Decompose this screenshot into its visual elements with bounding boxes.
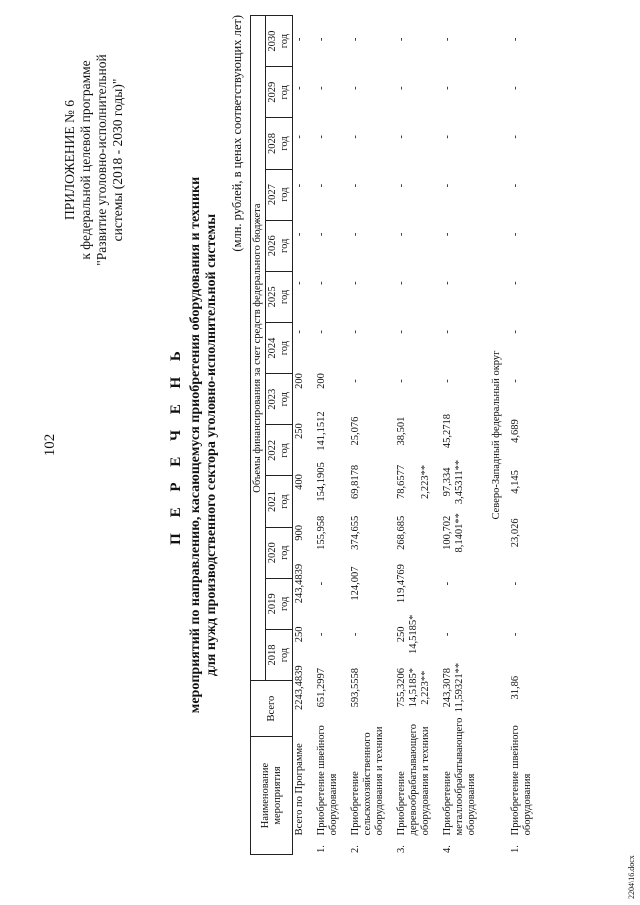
year-value: 250 xyxy=(294,423,305,439)
year-value: - xyxy=(396,379,407,383)
year-value: 69,8178 xyxy=(350,464,361,500)
year-value: - xyxy=(510,183,521,188)
row-name: Приобретение металлообрабатывающего оборудования xyxy=(442,717,477,836)
funding-table xyxy=(250,15,543,855)
year-unit: год xyxy=(279,136,290,151)
year-value: - xyxy=(396,281,407,285)
year-value: 374,655 xyxy=(350,515,361,550)
year-number: 2023 xyxy=(267,388,278,410)
page-number: 102 xyxy=(42,433,58,457)
year-value: - xyxy=(442,135,453,139)
year-value: 78,6577 2,223** xyxy=(396,464,431,500)
year-value: - xyxy=(350,632,361,637)
table-row xyxy=(395,15,433,855)
year-value: - xyxy=(442,232,453,237)
year-value: 97,334 3,45311** xyxy=(442,459,465,505)
year-value: 23,026 xyxy=(510,518,521,548)
units-note: (млн. рублей, в ценах соответствующих лет) xyxy=(230,15,244,252)
year-number: 2021 xyxy=(267,491,278,513)
appendix-block xyxy=(62,35,126,285)
year-value: 124,007 xyxy=(350,566,361,601)
year-value: 4,689 xyxy=(510,419,521,443)
year-unit: год xyxy=(279,494,290,509)
table-row xyxy=(315,15,341,855)
year-value: - xyxy=(316,232,327,237)
header-year xyxy=(266,578,293,629)
year-value: - xyxy=(510,232,521,237)
row-total: 2243,4839 xyxy=(294,665,305,710)
year-value: - xyxy=(510,632,521,637)
year-unit: год xyxy=(279,596,290,612)
year-unit: год xyxy=(279,340,290,356)
header-year xyxy=(266,118,293,169)
year-value: 268,685 xyxy=(396,515,407,550)
header-year xyxy=(266,271,293,322)
header-year xyxy=(266,67,293,118)
table-row xyxy=(293,15,307,855)
year-value: 45,2718 xyxy=(442,414,453,449)
header-total: Всего xyxy=(251,681,293,737)
year-value: - xyxy=(350,281,361,285)
header-year xyxy=(266,16,293,67)
year-value: - xyxy=(396,135,407,139)
year-value: - xyxy=(350,86,361,90)
year-value: - xyxy=(316,37,327,42)
year-value: - xyxy=(350,379,361,383)
year-number: 2027 xyxy=(267,184,278,206)
year-number: 2018 xyxy=(267,644,278,666)
row-name: Всего по Программе xyxy=(294,743,305,836)
year-value: - xyxy=(442,183,453,188)
row-spacer xyxy=(479,15,487,855)
row-name: Приобретение швейного оборудования xyxy=(316,725,339,836)
row-total: 593,5558 xyxy=(350,667,361,708)
year-value: - xyxy=(510,330,521,334)
row-number: 1. xyxy=(510,845,521,853)
year-value: - xyxy=(510,37,521,42)
year-value: - xyxy=(396,330,407,334)
header-year xyxy=(266,476,293,527)
year-value: - xyxy=(294,281,305,285)
year-value: - xyxy=(442,281,453,285)
title-line: мероприятий по направлению, касающемуся приобретения оборудования и техники xyxy=(188,176,203,714)
header-year xyxy=(266,527,293,578)
file-footer: 2204\16.docx xyxy=(627,855,636,899)
year-value: 250 xyxy=(294,626,305,643)
year-unit: год xyxy=(279,443,290,458)
year-value: 250 14,5185* xyxy=(396,614,419,655)
year-unit: год xyxy=(279,392,290,407)
year-value: - xyxy=(294,183,305,188)
document-title xyxy=(188,145,220,745)
year-value: 243,4839 xyxy=(294,563,305,604)
year-unit: год xyxy=(279,545,290,560)
year-value: - xyxy=(350,37,361,42)
header-year xyxy=(266,220,293,271)
year-value: - xyxy=(396,232,407,237)
year-value: - xyxy=(396,37,407,42)
table-body xyxy=(293,15,543,855)
row-total: 755,3206 14,5185* 2,223** xyxy=(396,667,431,708)
header-year xyxy=(266,323,293,374)
year-value: - xyxy=(316,86,327,90)
year-value: - xyxy=(510,281,521,285)
year-number: 2019 xyxy=(267,593,278,615)
row-spacer xyxy=(307,15,315,855)
year-value: - xyxy=(316,135,327,139)
row-name: Приобретение швейного оборудования xyxy=(510,725,533,836)
year-value: 119,4769 xyxy=(396,564,407,604)
year-value: 900 xyxy=(294,524,305,541)
document-heading: П Е Р Е Ч Е Н Ь xyxy=(168,345,184,545)
header-name: Наименование мероприятия xyxy=(251,737,293,855)
row-number: 4. xyxy=(442,845,453,853)
row-number xyxy=(293,837,307,855)
table-row xyxy=(441,15,479,855)
row-number: 1. xyxy=(316,845,327,853)
row-spacer xyxy=(387,15,395,855)
year-value: - xyxy=(294,232,305,237)
table-header xyxy=(250,15,293,855)
year-value: - xyxy=(442,379,453,383)
year-value: - xyxy=(316,281,327,285)
year-value: - xyxy=(442,330,453,334)
year-unit: год xyxy=(279,33,290,49)
year-unit: год xyxy=(279,187,290,202)
year-value: 154,1905 xyxy=(316,462,327,502)
year-unit: год xyxy=(279,289,290,305)
header-year xyxy=(266,169,293,220)
header-group: Объемы финансирования за счет средств федерального бюджета xyxy=(251,16,266,681)
year-value: - xyxy=(316,581,327,586)
header-year xyxy=(266,374,293,425)
year-value: - xyxy=(350,330,361,334)
year-value: - xyxy=(442,37,453,42)
appendix-line: "Развитие уголовно-исполнительной xyxy=(94,54,109,266)
year-unit: год xyxy=(279,85,290,100)
year-value: - xyxy=(396,86,407,90)
appendix-line: ПРИЛОЖЕНИЕ № 6 xyxy=(62,99,77,221)
table-row xyxy=(509,15,535,855)
year-number: 2022 xyxy=(267,439,278,461)
year-value: 25,076 xyxy=(350,416,361,446)
year-unit: год xyxy=(279,647,290,663)
year-value: 400 xyxy=(294,474,305,490)
year-value: - xyxy=(510,135,521,139)
year-value: - xyxy=(350,232,361,237)
year-number: 2028 xyxy=(267,132,278,154)
year-value: - xyxy=(396,183,407,188)
table-row xyxy=(349,15,387,855)
row-spacer xyxy=(433,15,441,855)
year-value: - xyxy=(294,86,305,90)
appendix-line: к федеральной целевой программе xyxy=(78,60,93,260)
year-value: - xyxy=(294,330,305,334)
year-number: 2025 xyxy=(267,286,278,308)
year-value: 38,501 xyxy=(396,416,407,446)
row-name: Приобретение сельскохозяйственного оборудования и техники xyxy=(350,726,385,836)
region-row xyxy=(487,15,509,855)
year-value: 4,145 xyxy=(510,470,521,494)
header-year xyxy=(266,629,293,680)
year-value: - xyxy=(316,183,327,188)
year-value: - xyxy=(316,632,327,637)
year-number: 2030 xyxy=(267,30,278,52)
year-value: - xyxy=(442,581,453,586)
year-value: - xyxy=(510,581,521,586)
year-value: 155,958 xyxy=(316,515,327,550)
year-value: - xyxy=(294,135,305,139)
year-value: - xyxy=(350,183,361,188)
row-total: 243,3078 11,59321** xyxy=(442,662,465,713)
year-number: 2026 xyxy=(267,235,278,257)
header-year xyxy=(266,425,293,476)
region-heading: Северо-Западный федеральный округ xyxy=(491,350,502,520)
appendix-line: системы (2018 - 2030 годы)" xyxy=(110,78,125,242)
title-line: для нужд производственного сектора уголовно-исполнительной системы xyxy=(204,213,219,677)
year-unit: год xyxy=(279,238,290,253)
year-value: - xyxy=(442,632,453,637)
row-spacer xyxy=(535,15,543,855)
year-value: - xyxy=(350,135,361,139)
row-total: 651,2997 xyxy=(316,667,327,708)
year-number: 2029 xyxy=(267,81,278,103)
year-value: - xyxy=(510,379,521,383)
row-number: 2. xyxy=(350,845,361,853)
row-number: 3. xyxy=(396,845,407,853)
year-value: - xyxy=(442,86,453,90)
year-value: - xyxy=(294,37,305,42)
year-value: 100,702 8,1401** xyxy=(442,513,465,553)
year-number: 2020 xyxy=(267,542,278,564)
year-value: 200 xyxy=(294,373,305,389)
year-value: 200 xyxy=(316,373,327,389)
year-value: 141,1512 xyxy=(316,411,327,451)
year-value: - xyxy=(316,330,327,334)
year-value: - xyxy=(510,86,521,90)
year-number: 2024 xyxy=(267,337,278,359)
row-spacer xyxy=(341,15,349,855)
row-name: Приобретение деревообрабатывающего оборудования и техники xyxy=(396,724,431,836)
row-total: 31,86 xyxy=(510,675,521,700)
